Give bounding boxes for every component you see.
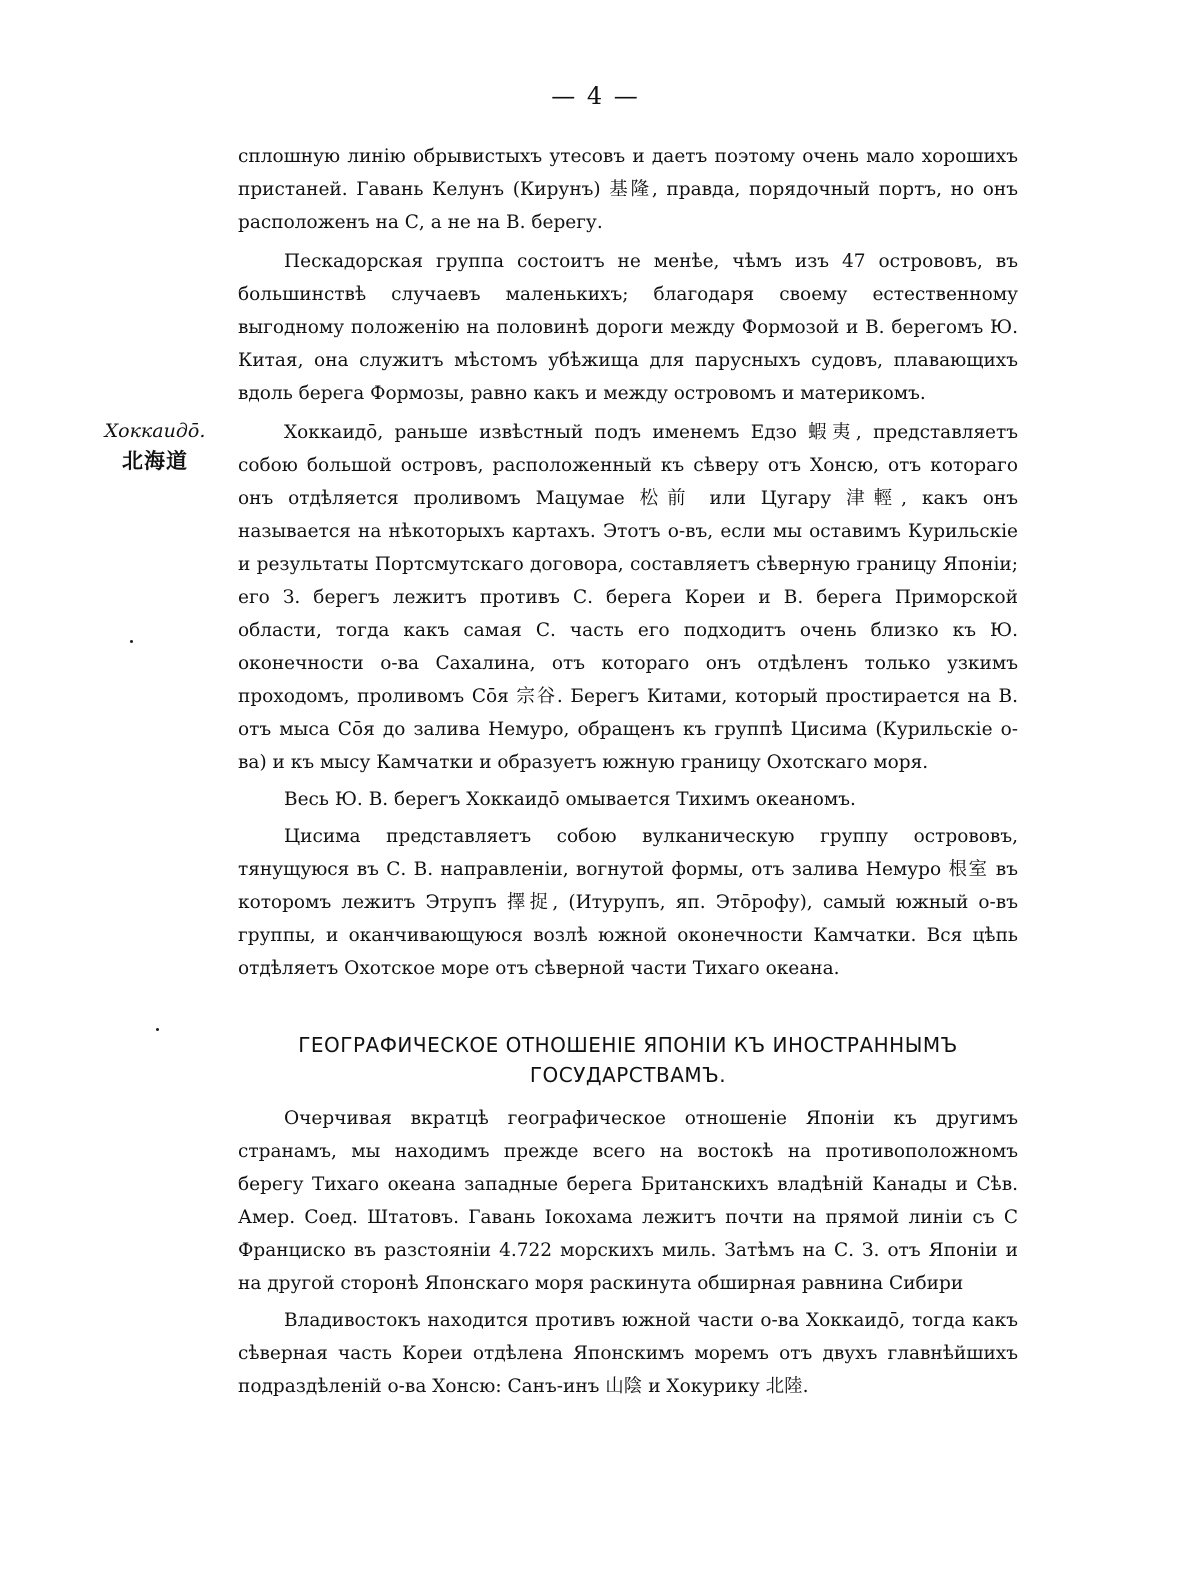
scan-speck (156, 1028, 159, 1031)
section-heading (238, 1030, 1018, 1090)
margin-note-latin: Хоккаидō. (104, 420, 206, 442)
paragraph-vladivostok: Владивостокъ находится противъ южной части о-ва Хоккаидō, тогда какъ сѣверная часть Кореи отдѣлена Японскимъ моремъ отъ двухъ главнѣйшихъ подраздѣленій о-ва Хонсю: Санъ-инъ 山陰 и Хокурику 北陸. (238, 1310, 1018, 1397)
paragraph-southeast-coast: Весь Ю. В. берегъ Хоккаидō омывается Тихимъ океаномъ. (284, 789, 856, 810)
paragraph-hokkaido: Хоккаидō, раньше извѣстный подъ именемъ Едзо 蝦夷, представляетъ собою большой островъ, расположенный къ сѣверу отъ Хонсю, отъ котораго онъ отдѣляется проливомъ Мацумае 松前 или Цугару 津輕, какъ онъ называется на нѣкоторыхъ картахъ. Этотъ о-въ, если мы оставимъ Курильскіе и результаты Портсмутскаго договора, составляетъ сѣверную границу Японіи; его З. берегъ лежитъ противъ С. берега Кореи и В. берега Приморской области, тогда какъ самая С. часть его подходитъ очень близко къ Ю. оконечности о-ва Сахалина, отъ котораго онъ отдѣленъ только узкимъ проходомъ, проливомъ Сōя 宗谷. Берегъ Китами, который простирается на В. отъ мыса Сōя до залива Немуро, обращенъ къ группѣ Цисима (Курильскіе о-ва) и къ мысу Камчатки и образуетъ южную границу Охотскаго моря. (238, 422, 1018, 773)
margin-note-cjk: 北海道 (122, 448, 188, 473)
paragraph-kuriles: Цисима представляетъ собою вулканическую группу острововъ, тянущуюся въ С. В. направленіи, вогнутой формы, отъ залива Немуро 根室 въ которомъ лежитъ Этрупъ 擇捉, (Итурупъ, яп. Этōрофу), самый южный о-въ группы, и оканчивающуюся возлѣ южной оконечности Камчатки. Вся цѣпь отдѣляетъ Охотское море отъ сѣверной части Тихаго океана. (238, 826, 1018, 979)
text-block-bottom (238, 1102, 1018, 1403)
paragraph-pescadores: Пескадорская группа состоитъ не менѣе, чѣмъ изъ 47 острововъ, въ большинствѣ случаевъ маленькихъ; благодаря своему естественному выгодному положенію на половинѣ дороги между Формозой и В. берегомъ Ю. Китая, она служитъ мѣстомъ убѣжища для парусныхъ судовъ, плавающихъ вдоль берега Формозы, равно какъ и между островомъ и материкомъ. (238, 251, 1018, 404)
paragraph-foreign-relations: Очерчивая вкратцѣ географическое отношеніе Японіи къ другимъ странамъ, мы находимъ прежде всего на востокѣ на противоположномъ берегу Тихаго океана западные берега Британскихъ владѣній Канады и Сѣв. Амер. Соед. Штатовъ. Гавань Іокохама лежитъ почти на прямой линіи съ С Франциско въ разстояніи 4.722 морскихъ миль. Затѣмъ на С. З. отъ Японіи и на другой сторонѣ Японскаго моря раскинута обширная равнина Сибири (238, 1108, 1018, 1294)
scan-speck (130, 640, 133, 643)
page-number: — 4 — (551, 82, 640, 110)
section-heading-line-2: ГОСУДАРСТВАМЪ. (529, 1063, 727, 1087)
paragraph-formosa-coast: сплошную линію обрывистыхъ утесовъ и даетъ поэтому очень мало хорошихъ пристаней. Гавань Келунъ (Кирунъ) 基隆, правда, порядочный портъ, но онъ расположенъ на С, а не на В. берегу. (238, 146, 1018, 233)
margin-note-hokkaido (100, 416, 210, 476)
text-block-top (238, 140, 1018, 985)
section-heading-line-1: ГЕОГРАФИЧЕСКОЕ ОТНОШЕНІЕ ЯПОНІИ КЪ ИНОСТРАННЫМЪ (298, 1033, 958, 1057)
